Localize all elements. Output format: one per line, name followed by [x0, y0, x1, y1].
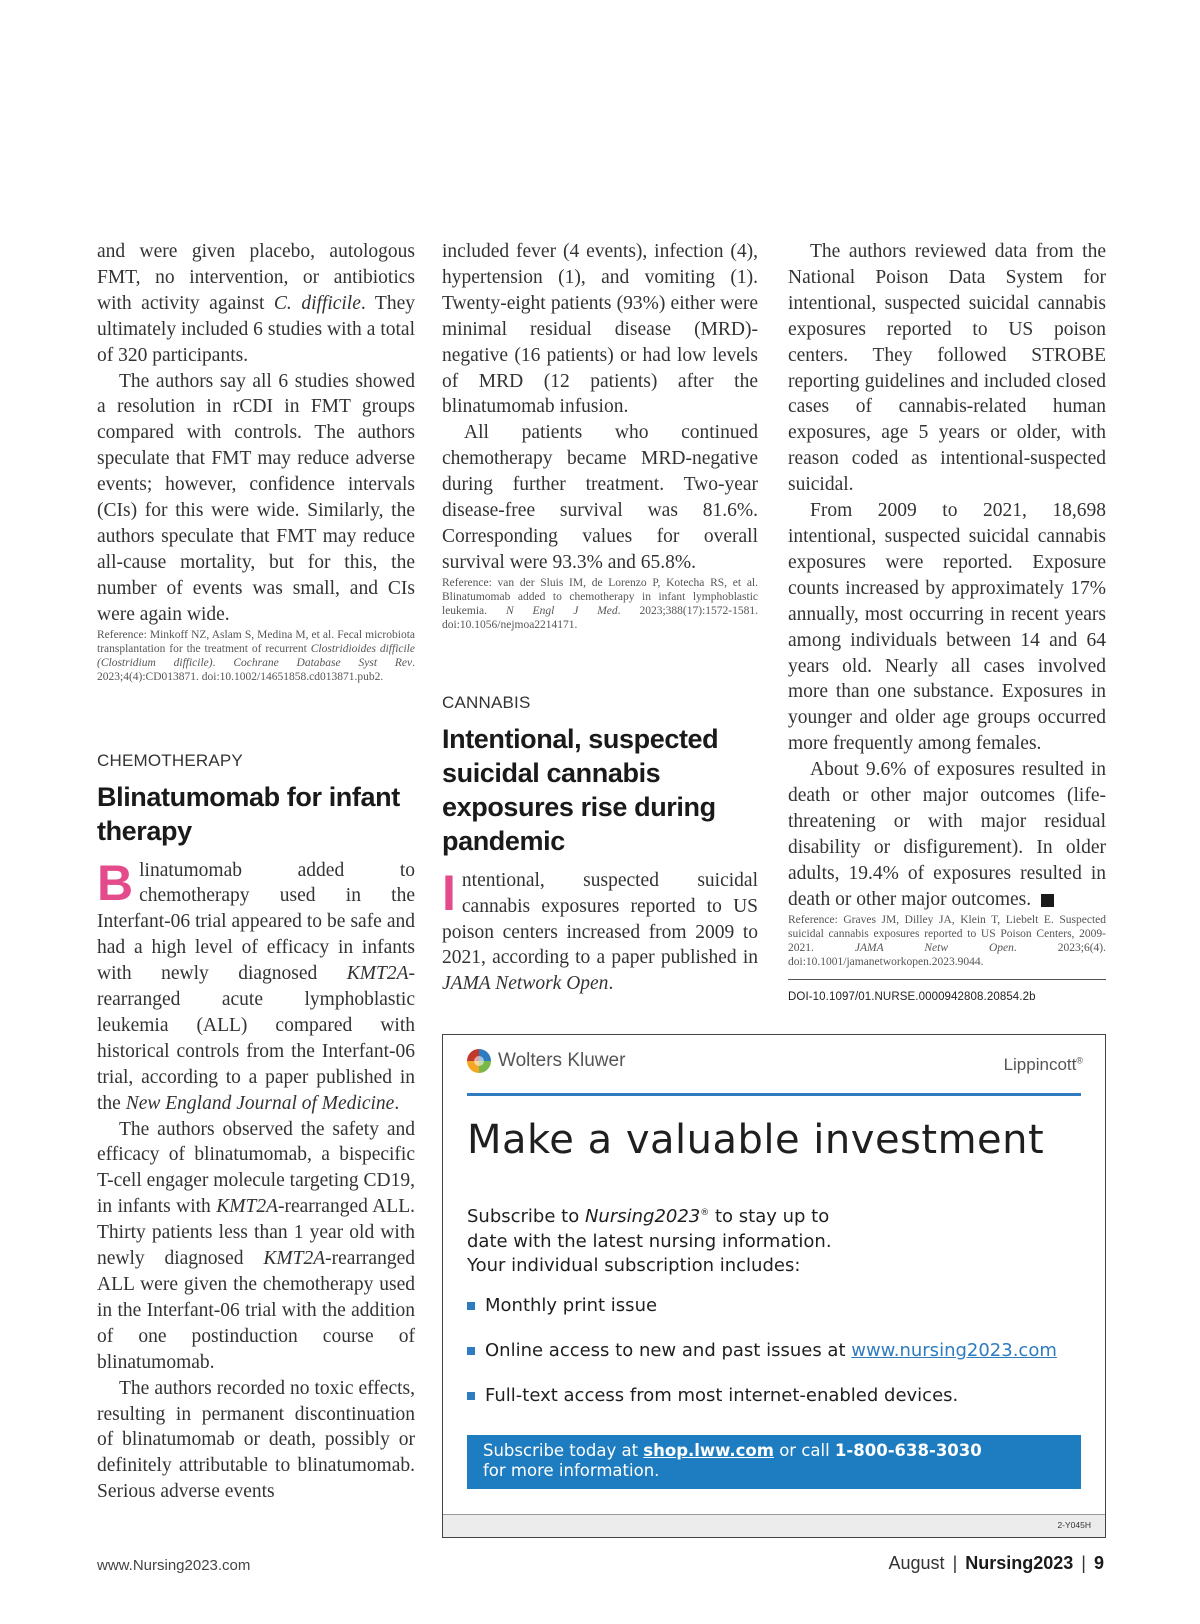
drop-cap: I: [442, 864, 456, 921]
phone-number[interactable]: 1-800-638-3030: [834, 1441, 982, 1460]
wolters-kluwer-logo: Wolters Kluwer: [467, 1049, 625, 1073]
article-paragraph: The authors reviewed data from the National Poison Data System for intentional, suspected suicidal cannabis exposures reported to US poison centers. They followed STROBE reporting guidelines and included closed cases of cannabis-related human exposures, age 5 years or older, with reason coded as intentional-suspected suicidal.: [788, 241, 1106, 496]
page-number: 9: [1093, 1553, 1104, 1573]
article-paragraph: About 9.6% of exposures resulted in death or other major outcomes (life-threatening or with major residual disability or disfigurement). In older adults, 19.4% of exposures resulted in death or other major outcomes.: [788, 759, 1106, 910]
lippincott-logo: Lippincott®: [1003, 1055, 1083, 1074]
chemotherapy-article: [97, 748, 415, 1506]
subscription-ad[interactable]: [442, 1034, 1106, 1538]
reference: Reference: Graves JM, Dilley JA, Klein T, Liebelt E. Suspected suicidal cannabis exposures reported to US Poison Centers, 2009-2021. JAMA Netw Open. 2023;6(4). doi:10.1001/jamanetworkopen.2023.9044.: [788, 913, 1106, 968]
article-headline: Intentional, suspected suicidal cannabis exposures rise during pandemic: [442, 723, 719, 856]
ad-footer: [443, 1514, 1105, 1537]
article-paragraph: and were given placebo, autologous FMT, no intervention, or antibiotics with activity against C. difficile. They ultimately included 6 studies with a total of 320 participants.: [97, 241, 415, 366]
article-paragraph: All patients who continued chemotherapy became MRD-negative during further treatment. Two-year disease-free survival was 81.6%. Corresponding values for overall survival were 93.3% and 65.8%.: [442, 422, 758, 573]
ad-title: Make a valuable investment: [467, 1117, 1045, 1163]
article-paragraph: The authors say all 6 studies showed a resolution in rCDI in FMT groups compared with controls. The authors speculate that FMT may reduce adverse events; however, confidence intervals (CIs) for this were wide. Similarly, the authors speculate that FMT may reduce all-cause mortality, but for this, the number of events was small, and CIs were again wide.: [97, 370, 415, 625]
globe-icon: [467, 1049, 491, 1073]
article-paragraph: The authors recorded no toxic effects, resulting in permanent discontinuation of blinatumomab or death, possibly or definitely attributable to blinatumomab. Serious adverse events: [97, 1377, 415, 1503]
reference: Reference: van der Sluis IM, de Lorenzo P, Kotecha RS, et al. Blinatumomab added to chemotherapy in infant lymphoblastic leukemia. N Engl J Med. 2023;388(17):1572-1581. doi:10.1056/nejmoa2214171.: [442, 576, 758, 631]
benefits-list: [467, 1295, 1057, 1430]
nursing-website-link[interactable]: www.nursing2023.com: [851, 1340, 1057, 1361]
footer-url[interactable]: www.Nursing2023.com: [97, 1557, 251, 1574]
ad-code: 2-Y045H: [1057, 1520, 1091, 1530]
list-item: Monthly print issue: [467, 1295, 1057, 1340]
list-item: Online access to new and past issues at www.nursing2023.com: [467, 1340, 1057, 1385]
list-item: Full-text access from most internet-enabled devices.: [467, 1385, 1057, 1430]
doi-line: DOI-10.1097/01.NURSE.0000942808.20854.2b: [788, 979, 1106, 1011]
ad-divider: [467, 1093, 1081, 1096]
subscribe-banner[interactable]: Subscribe today at shop.lww.com or call 1-800-638-3030 for more information.: [467, 1435, 1081, 1489]
page-folio: August | Nursing2023 | 9: [888, 1553, 1104, 1573]
ad-subtitle: Subscribe to Nursing2023® to stay up to date with the latest nursing information. Your individual subscription includes:: [467, 1206, 832, 1276]
article-paragraph: The authors observed the safety and efficacy of blinatumomab, a bispecific T-cell engager molecule targeting CD19, in infants with KMT2A-rearranged ALL. Thirty patients less than 1 year old with newly diagnosed KMT2A-rearranged ALL were given the chemotherapy used in the Interfant-06 trial with the addition of one postinduction course of blinatumomab.: [97, 1118, 415, 1373]
end-mark-icon: [1041, 894, 1054, 907]
article-headline: Blinatumomab for infant therapy: [97, 781, 400, 846]
section-kicker: CHEMOTHERAPY: [97, 750, 243, 770]
article-paragraph: included fever (4 events), infection (4), hypertension (1), and vomiting (1). Twenty-eight patients (93%) either were minimal residual disease (MRD)-negative (16 patients) or had low levels of MRD (12 patients) after the blinatumomab infusion.: [442, 241, 758, 418]
column-2: [442, 239, 758, 997]
article-paragraph: From 2009 to 2021, 18,698 intentional, suspected suicidal cannabis exposures were reported. Exposure counts increased by approximately 17% annually, most occurring in recent years among individuals between 14 and 64 years old. Nearly all cases involved more than one substance. Exposures in younger and older age groups occurred more frequently among females.: [788, 500, 1106, 755]
section-kicker: CANNABIS: [442, 692, 531, 712]
column-1: [97, 239, 415, 1505]
column-3: [788, 239, 1106, 1010]
reference: Reference: Minkoff NZ, Aslam S, Medina M, et al. Fecal microbiota transplantation for the treatment of recurrent Clostridioides difficile (Clostridium difficile). Cochrane Database Syst Rev. 2023;4(4):CD013871. doi:10.1002/14651858.cd013871.pub2.: [97, 628, 415, 683]
article-paragraph: Blinatumomab added to chemotherapy used in the Interfant-06 trial appeared to be safe and had a high level of efficacy in infants with newly diagnosed KMT2A-rearranged acute lymphoblastic leukemia (ALL) compared with historical controls from the Interfant-06 trial, according to a paper published in the New England Journal of Medicine.: [97, 854, 415, 1114]
article-paragraph: Intentional, suspected suicidal cannabis exposures reported to US poison centers increased from 2009 to 2021, according to a paper published in JAMA Network Open.: [442, 864, 758, 995]
shop-link[interactable]: shop.lww.com: [643, 1441, 774, 1460]
cannabis-article: [442, 690, 758, 997]
drop-cap: B: [97, 854, 134, 911]
